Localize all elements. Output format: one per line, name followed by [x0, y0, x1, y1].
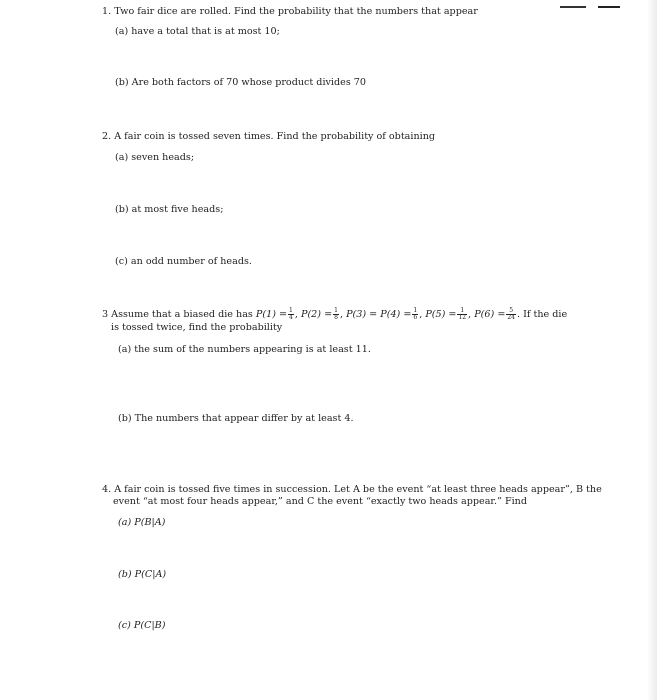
- prob-p5: P(5) =: [425, 309, 457, 320]
- fraction: $\frac{1}{12}$: [458, 307, 467, 321]
- prob-p6: P(6) =: [474, 309, 506, 320]
- fraction: $\frac{1}{4}$: [289, 307, 293, 321]
- problem-4-stem: 4. A fair coin is tossed five times in succession. Let A be the event “at least three heads appear”, B the: [102, 484, 602, 495]
- prob-p3-p4: P(3) = P(4) =: [346, 309, 412, 320]
- prob-p1: P(1) =: [255, 309, 288, 320]
- problem-3-intro: 3 Assume that a biased die has: [102, 309, 253, 320]
- problem-3-stem-line2: is tossed twice, find the probability: [111, 322, 283, 333]
- problem-4-part-c: (c) P(C|B): [118, 620, 166, 631]
- fraction: $\frac{5}{24}$: [507, 307, 515, 321]
- problem-3-stem: 3 Assume that a biased die has P(1) = $\frac{1}{4}$ , P(2) = $\frac{1}{8}$ , P(3) = P(4) = $\frac{1}{6}$ , P(5) = $\frac{1}{12}$ , P(6) = $\frac{5}{24}$ . If the die: [102, 307, 568, 321]
- problem-2-stem: 2. A fair coin is tossed seven times. Find the probability of obtaining: [102, 131, 436, 142]
- problem-1-stem: 1. Two fair dice are rolled. Find the probability that the numbers that appear: [102, 6, 478, 17]
- fraction: $\frac{1}{8}$: [334, 307, 338, 321]
- problem-3-stem-tail: If the die: [523, 309, 568, 320]
- cropped-top-mark: [598, 0, 620, 8]
- problem-4-part-a: (a) P(B|A): [118, 517, 166, 528]
- cropped-top-mark: [560, 0, 586, 8]
- prob-p2: P(2) =: [300, 309, 333, 320]
- problem-2-part-c: (c) an odd number of heads.: [115, 256, 252, 267]
- problem-1-part-a: (a) have a total that is at most 10;: [115, 26, 280, 37]
- page-edge-shadow: [647, 0, 657, 700]
- problem-2-part-a: (a) seven heads;: [115, 152, 195, 163]
- problem-4-part-b: (b) P(C|A): [118, 569, 167, 580]
- problem-2-part-b: (b) at most five heads;: [115, 204, 224, 215]
- fraction: $\frac{1}{6}$: [413, 307, 418, 321]
- problem-4-stem-line2: event “at most four heads appear,” and C the event “exactly two heads appear.” Find: [113, 496, 527, 507]
- problem-3-part-a: (a) the sum of the numbers appearing is at least 11.: [118, 344, 371, 355]
- problem-1-part-b: (b) Are both factors of 70 whose product divides 70: [115, 77, 367, 88]
- problem-3-part-b: (b) The numbers that appear differ by at least 4.: [118, 413, 354, 424]
